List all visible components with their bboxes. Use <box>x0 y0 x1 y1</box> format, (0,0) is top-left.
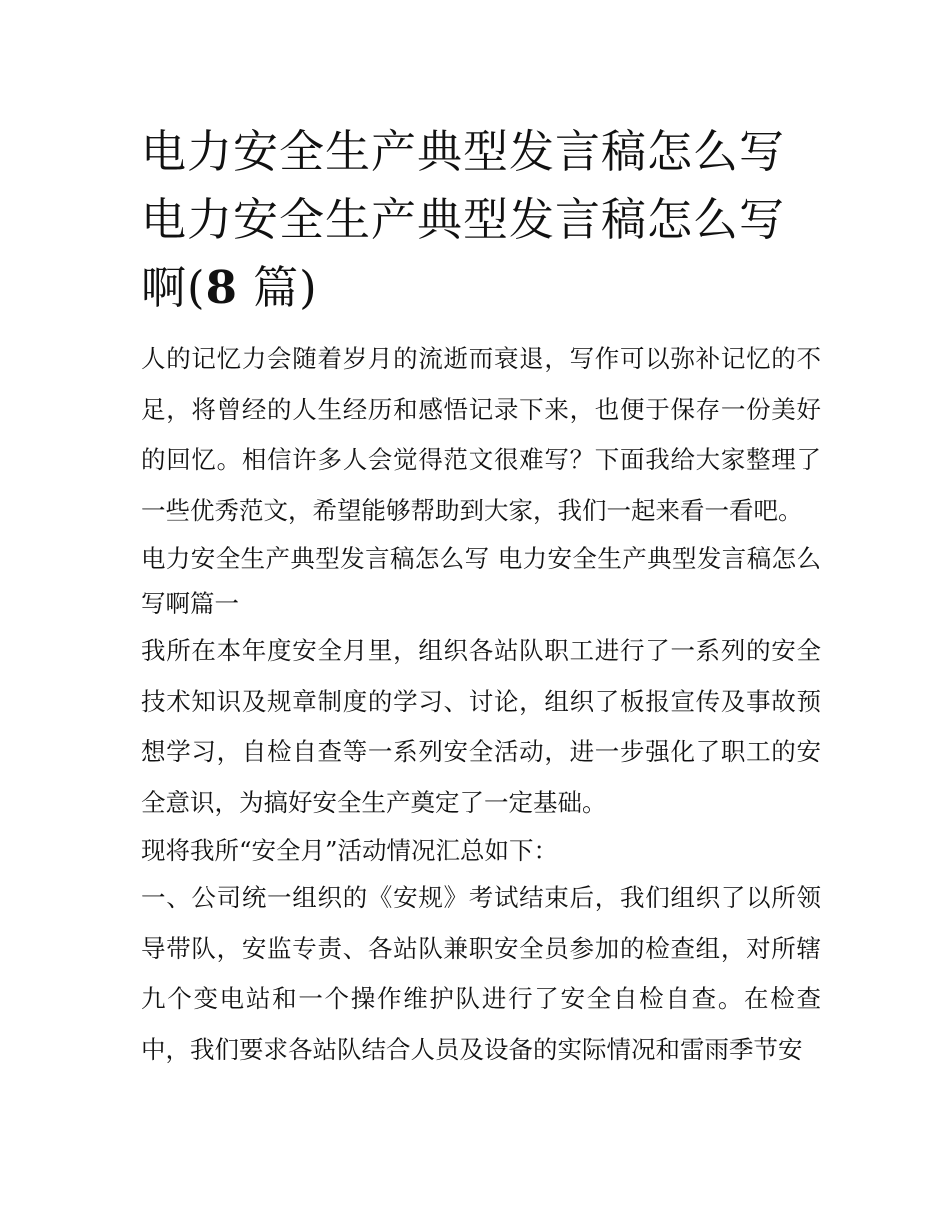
summary-lead: 现将我所“安全月”活动情况汇总如下： <box>141 836 559 865</box>
document-content <box>141 118 821 1075</box>
body-paragraph-two: 一、公司统一组织的《安规》考试结束后，我们组织了以所领导带队，安监专责、各站队兼职安全员参加的检查组，对所辖九个变电站和一个操作维护队进行了安全自检自查。在检查中，我们要求各站队结合人员及设备的实际情况和雷雨季节安 <box>141 883 821 1064</box>
document-title <box>141 118 821 322</box>
title-unit: 篇) <box>237 261 318 314</box>
title-count: 8 <box>205 261 238 314</box>
section-heading: 电力安全生产典型发言稿怎么写 电力安全生产典型发言稿怎么写啊篇一 <box>141 544 821 618</box>
body-paragraph: 我所在本年度安全月里，组织各站队职工进行了一系列的安全技术知识及规章制度的学习、讨论，组织了板报宣传及事故预想学习，自检自查等一系列安全活动，进一步强化了职工的安全意识，为搞好安全生产奠定了一定基础。 <box>141 636 821 817</box>
intro-paragraph: 人的记忆力会随着岁月的流逝而衰退，写作可以弥补记忆的不足，将曾经的人生经历和感悟记录下来，也便于保存一份美好的回忆。相信许多人会觉得范文很难写？下面我给大家整理了一些优秀范文，希望能够帮助到大家，我们一起来看一看吧。 <box>141 344 821 525</box>
title-main: 电力安全生产典型发言稿怎么写 电力安全生产典型发言稿怎么写啊( <box>141 125 786 314</box>
